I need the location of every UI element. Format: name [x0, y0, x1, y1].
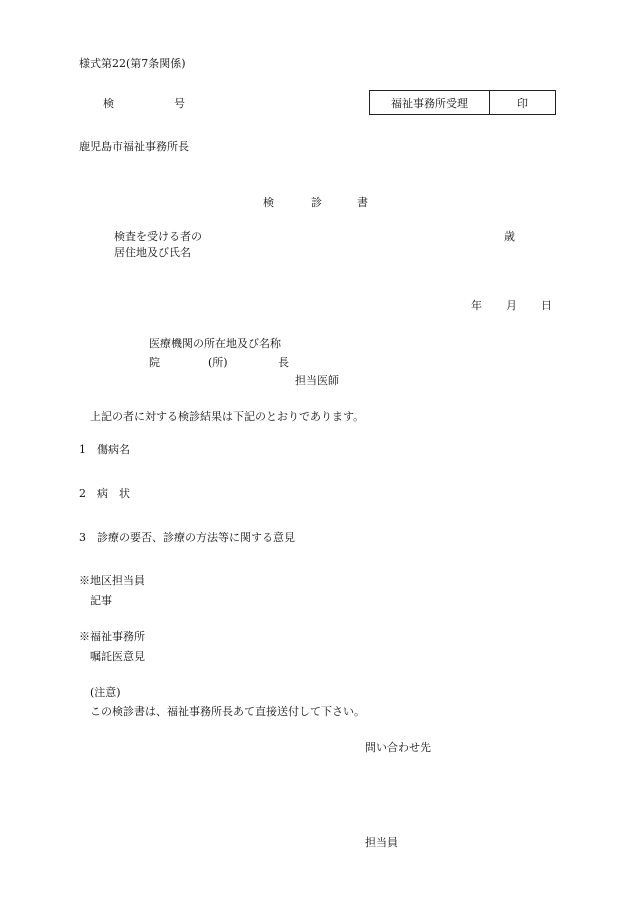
- subject-label-line1: 検査を受ける者の: [114, 230, 202, 243]
- item-2-number: 2: [79, 487, 86, 500]
- item-3-label: 診療の要否、診療の方法等に関する意見: [97, 531, 295, 544]
- date-year: 年: [471, 299, 482, 312]
- item-2-label: 病 状: [97, 487, 130, 500]
- note-text: この検診書は、福祉事務所長あて直接送付して下さい。: [90, 705, 365, 718]
- item-3-number: 3: [79, 531, 86, 544]
- exam-number-char2: 号: [174, 97, 185, 110]
- district-officer-sub: 記事: [90, 594, 112, 607]
- note-heading: (注意): [90, 686, 121, 699]
- contact-staff: 担当員: [365, 836, 398, 849]
- director-char-b: (所): [208, 356, 228, 369]
- form-number: 様式第22(第7条関係): [79, 57, 186, 70]
- contact-label: 問い合わせ先: [365, 741, 431, 754]
- item-1-label: 傷病名: [97, 443, 130, 456]
- age-unit: 歳: [504, 230, 515, 243]
- doctor-in-charge: 担当医師: [295, 374, 339, 387]
- title-char3: 書: [357, 196, 368, 209]
- director-char-c: 長: [278, 356, 289, 369]
- district-officer-heading: ※地区担当員: [79, 574, 145, 587]
- title-char1: 検: [263, 196, 274, 209]
- seal-label: 印: [517, 96, 528, 110]
- welfare-office-sub: 嘱託医意見: [90, 650, 145, 663]
- director-char-a: 院: [149, 356, 160, 369]
- date-month: 月: [506, 299, 517, 312]
- subject-label-line2: 居住地及び氏名: [114, 246, 191, 259]
- office-stamp-box: [369, 90, 556, 115]
- exam-number-char1: 検: [103, 97, 114, 110]
- welfare-office-heading: ※福祉事務所: [79, 630, 145, 643]
- date-day: 日: [541, 299, 552, 312]
- receipt-label: 福祉事務所受理: [370, 91, 490, 114]
- institution-location-name: 医療機関の所在地及び名称: [149, 337, 281, 350]
- statement: 上記の者に対する検診結果は下記のとおりであります。: [90, 410, 365, 423]
- title-char2: 診: [311, 196, 322, 209]
- addressee: 鹿児島市福祉事務所長: [79, 140, 189, 153]
- item-1-number: 1: [79, 443, 86, 456]
